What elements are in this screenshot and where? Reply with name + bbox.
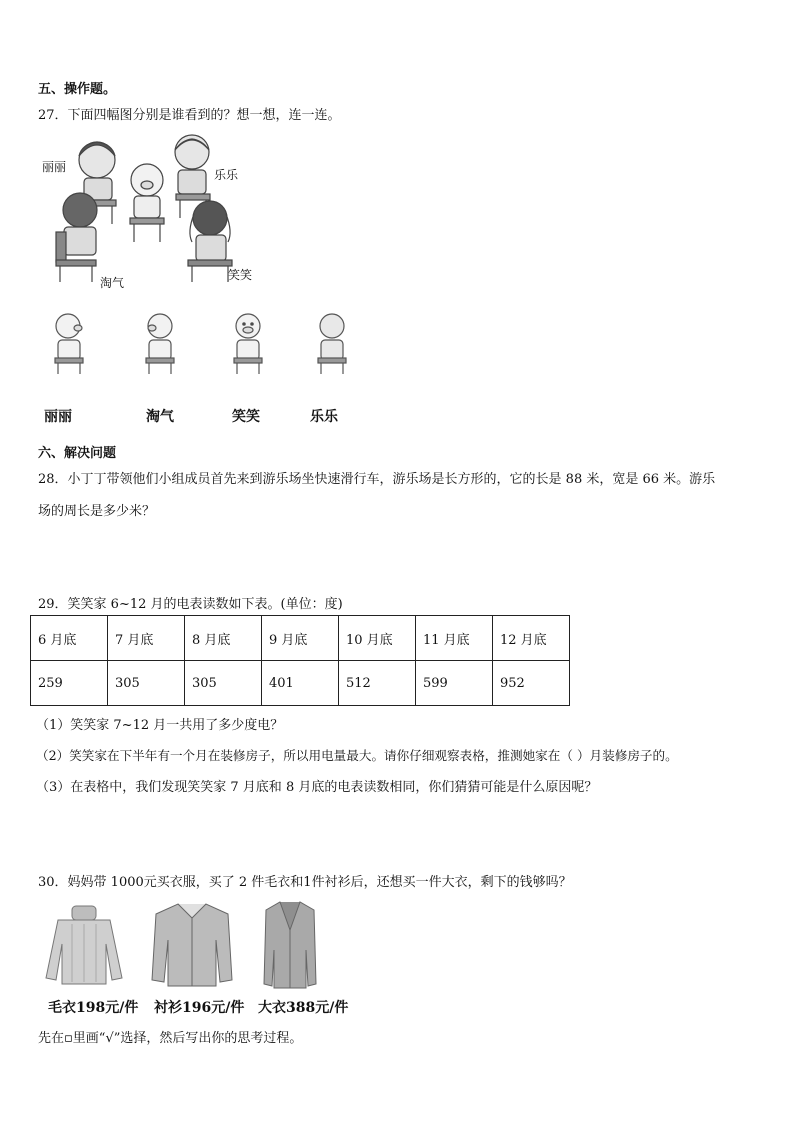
table-header-cell: 9 月底 — [262, 616, 339, 661]
question-29-sub-3: （3）在表格中，我们发现笑笑家 7 月底和 8 月底的电表读数相同，你们猜猜可能是什么原因呢？ — [36, 780, 598, 795]
question-27-text: 27．下面四幅图分别是谁看到的？想一想，连一连。 — [38, 108, 341, 123]
sweater-price: 毛衣198元/件 — [48, 1000, 139, 1016]
option-label-1: 丽丽 — [44, 409, 72, 425]
scene-label-xiaoxiao: 笑笑 — [228, 268, 253, 282]
question-30-text: 30．妈妈带 1000元买衣服，买了 2 件毛衣和1件衬衫后，还想买一件大衣，剩下的钱够吗？ — [38, 875, 572, 890]
pig-view-1 — [50, 312, 90, 376]
coat-price: 大衣388元/件 — [258, 1000, 349, 1016]
pig-view-4 — [312, 312, 352, 376]
option-label-3: 笑笑 — [232, 409, 260, 425]
table-cell: 259 — [31, 661, 108, 706]
question-29-sub-1: （1）笑笑家 7~12 月一共用了多少度电？ — [36, 718, 284, 733]
shirt-price: 衬衫196元/件 — [154, 1000, 245, 1016]
scene-label-taoqi: 淘气 — [100, 276, 125, 290]
option-label-4: 乐乐 — [310, 409, 338, 425]
table-header-cell: 11 月底 — [416, 616, 493, 661]
table-header-cell: 6 月底 — [31, 616, 108, 661]
table-header-cell: 10 月底 — [339, 616, 416, 661]
section-6-title: 六、解决问题 — [38, 446, 117, 461]
table-cell: 305 — [108, 661, 185, 706]
meter-reading-table — [30, 615, 570, 706]
table-cell: 952 — [493, 661, 570, 706]
question-28-line-1: 28．小丁丁带领他们小组成员首先来到游乐场坐快速滑行车，游乐场是长方形的，它的长是 88 米，宽是 66 米。游乐 — [38, 472, 716, 487]
question-29-sub-2: （2）笑笑家在下半年有一个月在装修房子，所以用电量最大。请你仔细观察表格，推测她家在（ ）月装修房子的。 — [36, 748, 678, 763]
question-28-line-2: 场的周长是多少米？ — [38, 504, 156, 519]
option-label-2: 淘气 — [146, 409, 174, 425]
pig-view-3 — [228, 312, 268, 376]
table-header-cell: 8 月底 — [185, 616, 262, 661]
table-header-row — [31, 616, 570, 661]
table-header-cell: 7 月底 — [108, 616, 185, 661]
table-cell: 512 — [339, 661, 416, 706]
table-cell: 401 — [262, 661, 339, 706]
question-30-instruction: 先在▫里画“√”选择，然后写出你的思考过程。 — [38, 1031, 303, 1046]
table-cell: 305 — [185, 661, 262, 706]
pig-view-2 — [140, 312, 180, 376]
table-row — [31, 661, 570, 706]
shirt-image — [150, 900, 234, 988]
coat-image — [262, 900, 318, 990]
question-29-text: 29．笑笑家 6~12 月的电表读数如下表。(单位：度) — [38, 597, 343, 612]
table-header-cell: 12 月底 — [493, 616, 570, 661]
scene-label-lele: 乐乐 — [214, 168, 239, 182]
sweater-image — [44, 904, 124, 988]
table-cell: 599 — [416, 661, 493, 706]
scene-label-lili: 丽丽 — [42, 160, 67, 174]
section-5-title: 五、操作题。 — [38, 82, 117, 97]
